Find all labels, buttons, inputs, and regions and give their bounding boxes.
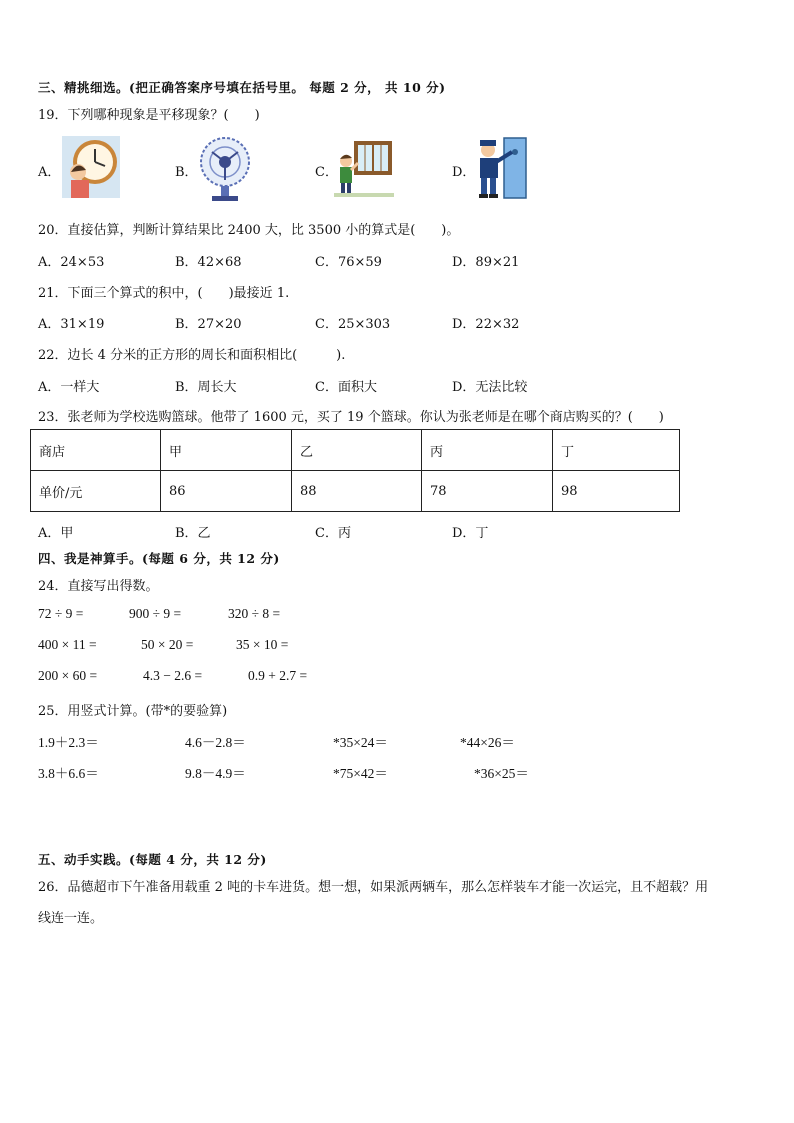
calc-item: *36×25＝ (474, 766, 529, 781)
option-21-d: D．22×32 (452, 317, 520, 332)
section-title-4: 四、我是神算手。(每题 6 分，共 12 分) (38, 551, 280, 566)
table-cell: 甲 (161, 430, 292, 471)
option-19-c: C． (315, 165, 338, 180)
option-21-c: C．25×303 (315, 317, 391, 332)
table-cell: 98 (553, 471, 680, 512)
calc-item: 9.8－4.9＝ (185, 766, 246, 781)
option-20-d: D．89×21 (452, 255, 520, 270)
table-cell: 78 (422, 471, 553, 512)
table-cell: 86 (161, 471, 292, 512)
calc-item: 35 × 10 = (236, 637, 289, 652)
question-26-line1: 26．品德超市下午准备用载重 2 吨的卡车进货。想一想，如果派两辆车，那么怎样装车才能一次运完，且不超载？用 (38, 880, 709, 895)
question-25: 25．用竖式计算。(带*的要验算) (38, 704, 228, 719)
option-20-b: B．42×68 (175, 255, 242, 270)
option-22-d: D．无法比较 (452, 380, 528, 395)
calc-item: 3.8＋6.6＝ (38, 766, 99, 781)
table-cell: 88 (292, 471, 422, 512)
option-23-b: B．乙 (175, 526, 211, 541)
calc-item: 320 ÷ 8 = (228, 606, 281, 621)
option-20-c: C．76×59 (315, 255, 382, 270)
option-21-b: B．27×20 (175, 317, 242, 332)
calc-item: *44×26＝ (460, 735, 515, 750)
question-22: 22．边长 4 分米的正方形的周长和面积相比( ). (38, 348, 346, 363)
calc-item: 200 × 60 = (38, 668, 98, 683)
table-cell: 商店 (31, 430, 161, 471)
clock-icon (62, 136, 120, 198)
option-22-a: A．一样大 (38, 380, 100, 395)
calc-item: 72 ÷ 9 = (38, 606, 84, 621)
calc-item: *75×42＝ (333, 766, 388, 781)
calc-item: 4.6－2.8＝ (185, 735, 246, 750)
table-cell: 丁 (553, 430, 680, 471)
question-26-line2: 线连一连。 (38, 911, 104, 926)
option-21-a: A．31×19 (38, 317, 105, 332)
worker-icon (474, 136, 532, 200)
table-cell: 丙 (422, 430, 553, 471)
table-row (31, 430, 680, 471)
calc-item: 4.3 − 2.6 = (143, 668, 203, 683)
table-row (31, 471, 680, 512)
question-24: 24．直接写出得数。 (38, 579, 159, 594)
option-19-a: A． (38, 165, 61, 180)
calc-item: *35×24＝ (333, 735, 388, 750)
option-23-d: D．丁 (452, 526, 489, 541)
option-19-b: B． (175, 165, 198, 180)
question-21: 21．下面三个算式的积中，( )最接近 1. (38, 286, 290, 301)
calc-item: 1.9＋2.3＝ (38, 735, 99, 750)
option-22-b: B．周长大 (175, 380, 237, 395)
section-title-3: 三、精挑细选。(把正确答案序号填在括号里。 每题 2 分， 共 10 分) (38, 80, 446, 95)
question-20: 20．直接估算，判断计算结果比 2400 大，比 3500 小的算式是( )。 (38, 223, 460, 238)
option-20-a: A．24×53 (38, 255, 105, 270)
question-19: 19．下列哪种现象是平移现象？( ) (38, 108, 260, 123)
table-cell: 乙 (292, 430, 422, 471)
question-23: 23．张老师为学校选购篮球。他带了 1600 元，买了 19 个篮球。你认为张老师是在哪个商店购买的？( ) (38, 410, 664, 425)
price-table (30, 429, 680, 512)
option-19-d: D． (452, 165, 476, 180)
calc-item: 0.9 + 2.7 = (248, 668, 308, 683)
window-icon (334, 137, 394, 197)
table-cell: 单价/元 (31, 471, 161, 512)
option-22-c: C．面积大 (315, 380, 377, 395)
fan-icon (198, 130, 252, 202)
section-title-5: 五、动手实践。(每题 4 分，共 12 分) (38, 852, 267, 867)
option-23-c: C．丙 (315, 526, 351, 541)
calc-item: 50 × 20 = (141, 637, 194, 652)
calc-item: 900 ÷ 9 = (129, 606, 182, 621)
calc-item: 400 × 11 = (38, 637, 97, 652)
option-23-a: A．甲 (38, 526, 74, 541)
